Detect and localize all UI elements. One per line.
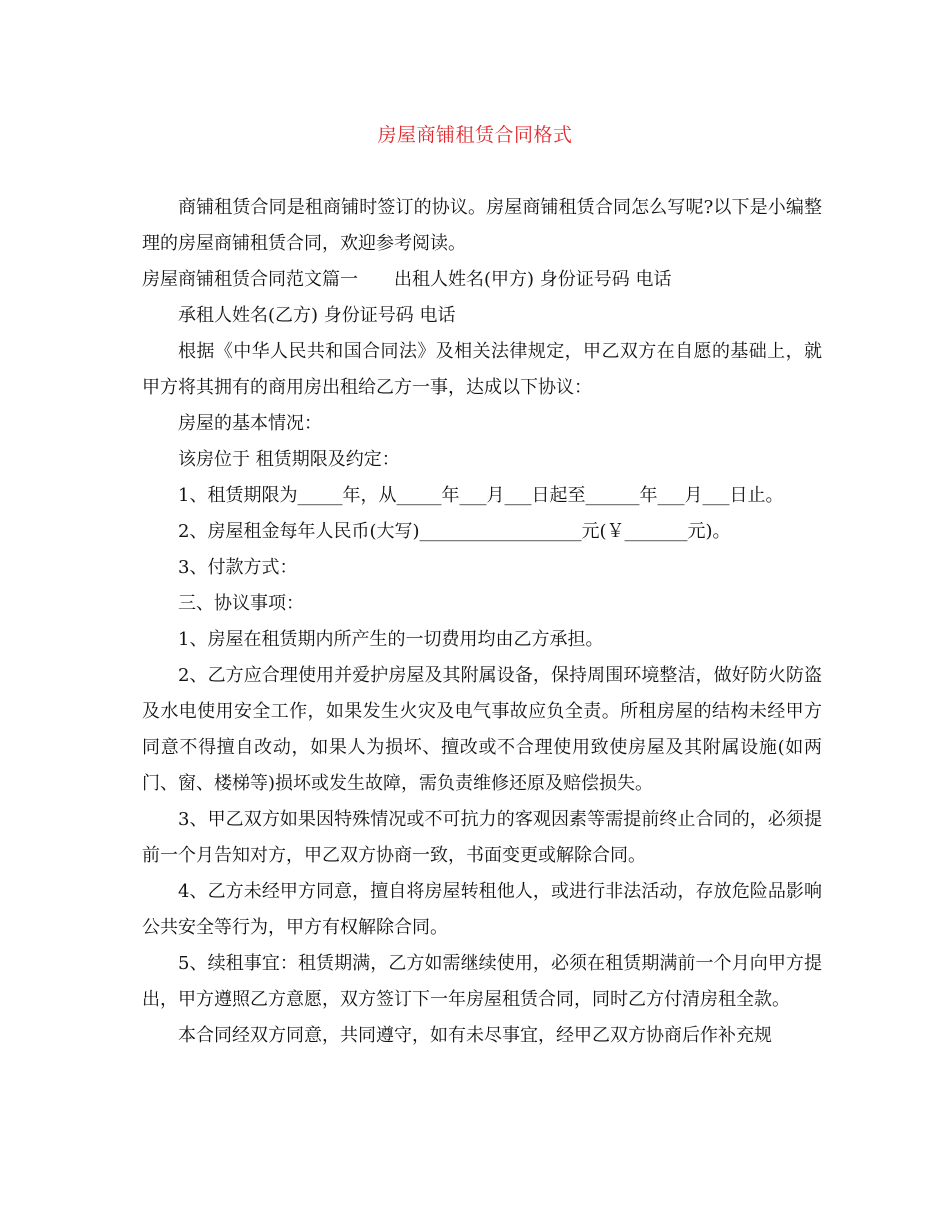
paragraph-location: 该房位于 租赁期限及约定： bbox=[178, 449, 400, 470]
paragraph-basic-info: 房屋的基本情况： bbox=[178, 413, 322, 434]
paragraph-clause-2: 2、乙方应合理使用并爱护房屋及其附属设备，保持周围环境整洁，做好防火防盗及水电使用安全工作，如果发生火灾及电气事故应负全责。所租房屋的结构未经甲方同意不得擅自改动，如果人为损坏、擅改或不合理使用致使房屋及其附属设施(如两门、窗、楼梯等)损坏或发生故障，需负责维修还原及赔偿损失。 bbox=[142, 665, 822, 794]
document-body bbox=[142, 190, 822, 1054]
paragraph-term: 1、租赁期限为_____年，从_____年___月___日起至______年___月___日止。 bbox=[178, 485, 784, 506]
document-title: 房屋商铺租赁合同格式 bbox=[377, 124, 573, 146]
paragraph-clause-1: 1、房屋在租赁期内所产生的一切费用均由乙方承担。 bbox=[178, 629, 604, 650]
paragraph-rent: 2、房屋租金每年人民币(大写)__________________元(￥_______元)。 bbox=[178, 521, 731, 542]
paragraph-sample-heading bbox=[142, 262, 822, 298]
paragraph-intro: 商铺租赁合同是租商铺时签订的协议。房屋商铺租赁合同怎么写呢?以下是小编整理的房屋商铺租赁合同，欢迎参考阅读。 bbox=[142, 197, 822, 254]
paragraph-closing: 本合同经双方同意，共同遵守，如有未尽事宜，经甲乙双方协商后作补充规 bbox=[178, 1025, 772, 1046]
sample-title: 房屋商铺租赁合同范文篇一 bbox=[142, 269, 358, 290]
paragraph-clause-4: 4、乙方未经甲方同意，擅自将房屋转租他人，或进行非法活动，存放危险品影响公共安全等行为，甲方有权解除合同。 bbox=[142, 881, 822, 938]
lessor-info: 出租人姓名(甲方) 身份证号码 电话 bbox=[394, 269, 672, 290]
paragraph-clause-3: 3、甲乙双方如果因特殊情况或不可抗力的客观因素等需提前终止合同的，必须提前一个月告知对方，甲乙双方协商一致，书面变更或解除合同。 bbox=[142, 809, 822, 866]
paragraph-agreement-heading: 三、协议事项： bbox=[178, 593, 304, 614]
paragraph-clause-5: 5、续租事宜：租赁期满，乙方如需继续使用，必须在租赁期满前一个月向甲方提出，甲方遵照乙方意愿，双方签订下一年房屋租赁合同，同时乙方付清房租全款。 bbox=[142, 953, 822, 1010]
paragraph-legal-basis: 根据《中华人民共和国合同法》及相关法律规定，甲乙双方在自愿的基础上，就甲方将其拥有的商用房出租给乙方一事，达成以下协议： bbox=[142, 341, 822, 398]
paragraph-lessee-info: 承租人姓名(乙方) 身份证号码 电话 bbox=[178, 305, 456, 326]
paragraph-payment: 3、付款方式： bbox=[178, 557, 298, 578]
